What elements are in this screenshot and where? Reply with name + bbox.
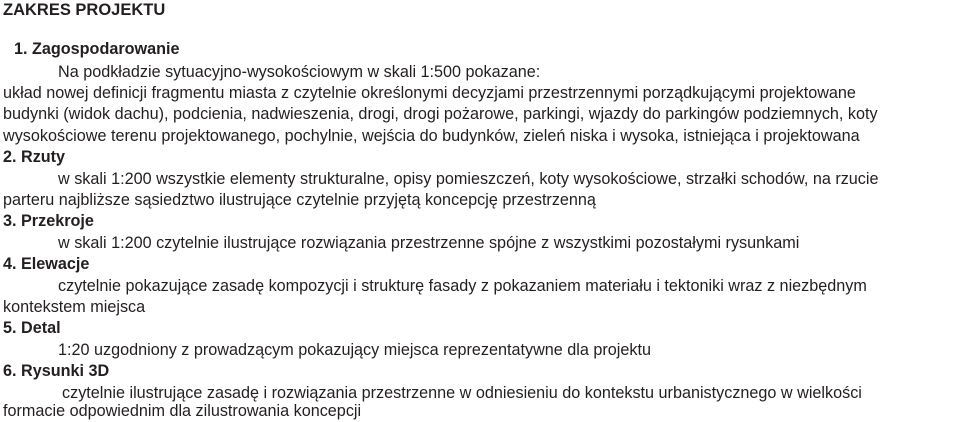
section-heading-rysunki-3d: 6. Rysunki 3D <box>3 362 110 380</box>
section-heading-elewacje: 4. Elewacje <box>3 255 90 273</box>
section-text-line: kontekstem miejsca <box>3 298 146 316</box>
section-heading-detal: 5. Detal <box>3 319 61 337</box>
section-text-line: w skali 1:200 wszystkie elementy strukturalne, opisy pomieszczeń, koty wysokościowe, strzałki schodów, na rzucie <box>58 170 879 188</box>
document-title: ZAKRES PROJEKTU <box>3 1 166 19</box>
section-text-line: wysokościowe terenu projektowanego, pochylnie, wejścia do budynków, zieleń niska i wysoka, istniejąca i projektowana <box>3 127 860 145</box>
section-text-line: parteru najbliższe sąsiedztwo ilustrujące czytelnie przyjętą koncepcję przestrzenną <box>3 191 596 209</box>
section-text-line: 1:20 uzgodniony z prowadzącym pokazujący miejsca reprezentatywne dla projektu <box>58 341 651 359</box>
section-heading-przekroje: 3. Przekroje <box>3 212 94 230</box>
section-text-line: czytelnie ilustrujące zasadę i rozwiązania przestrzenne w odniesieniu do kontekstu urbanistycznego w wielkości <box>62 384 862 402</box>
section-heading-zagospodarowanie: 1. Zagospodarowanie <box>14 40 180 58</box>
section-text-line: formacie odpowiednim dla zilustrowania koncepcji <box>3 402 362 420</box>
section-text-line: układ nowej definicji fragmentu miasta z czytelnie określonymi decyzjami przestrzennymi porządkującymi projektowane <box>3 84 856 102</box>
section-text-line: czytelnie pokazujące zasadę kompozycji i strukturę fasady z pokazaniem materiału i tektoniki wraz z niezbędnym <box>58 277 867 295</box>
section-text-line: w skali 1:200 czytelnie ilustrujące rozwiązania przestrzenne spójne z wszystkimi pozostałymi rysunkami <box>58 234 800 252</box>
section-text-line: budynki (widok dachu), podcienia, nadwieszenia, drogi, drogi pożarowe, parkingi, wjazdy do parkingów podziemnych, koty <box>3 105 878 123</box>
section-heading-rzuty: 2. Rzuty <box>3 148 66 166</box>
section-text-line: Na podkładzie sytuacyjno-wysokościowym w skali 1:500 pokazane: <box>58 63 541 81</box>
